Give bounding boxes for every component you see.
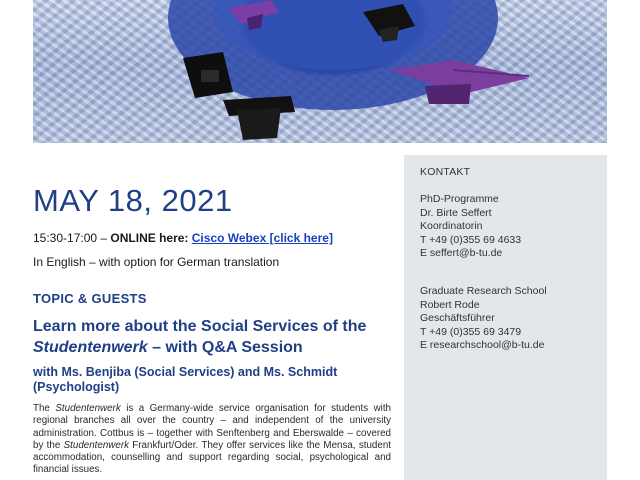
graduation-caps-illustration — [33, 0, 607, 143]
contact-grs-block — [420, 285, 547, 353]
session-title-part1: Learn more about the Social Services of the — [33, 318, 367, 335]
contact-phd-role: Koordinatorin — [420, 220, 483, 232]
description-paragraph — [33, 403, 391, 477]
cap-black-bottom-icon — [223, 96, 295, 140]
webex-link[interactable]: Cisco Webex [click here] — [191, 231, 333, 245]
language-note: In English – with option for German translation — [33, 255, 280, 269]
description-part1: The — [33, 403, 56, 414]
description-part3: Frankfurt/Oder. They offer services like the Mensa, student accommodation, counselling and support regarding social, psychological and financial issues. — [33, 439, 391, 476]
event-time-line — [33, 231, 333, 245]
contact-grs-org: Graduate Research School — [420, 285, 547, 297]
description-part2: is a Germany-wide service organisation for students with regional branches all over the country – and independent of the university administration. Cottbus is – together with Senftenberg and Eberswalde – covered by the — [33, 403, 391, 451]
contact-phd-program: PhD-Programme — [420, 193, 499, 205]
online-label: ONLINE here: — [110, 231, 189, 245]
guests-line: with Ms. Benjiba (Social Services) and Ms. Schmidt (Psychologist) — [33, 365, 338, 394]
contact-grs-name: Robert Rode — [420, 298, 480, 311]
contact-phd-block — [420, 193, 521, 261]
contact-phd-name: Dr. Birte Seffert — [420, 206, 492, 219]
contact-grs-email[interactable]: E researchschool@b-tu.de — [420, 339, 545, 351]
session-title — [33, 316, 403, 358]
contact-grs-phone: T +49 (0)355 69 3479 — [420, 325, 522, 338]
session-title-italic: Studentenwerk — [33, 339, 148, 356]
event-time: 15:30-17:00 – — [33, 231, 111, 245]
hero-image — [33, 0, 607, 143]
contact-heading: KONTAKT — [420, 166, 471, 178]
event-date: MAY 18, 2021 — [33, 183, 233, 218]
contact-grs-role: Geschäftsführer — [420, 312, 495, 324]
contact-sidebar — [404, 155, 607, 480]
contact-phd-phone: T +49 (0)355 69 4633 — [420, 233, 522, 246]
contact-phd-email[interactable]: E seffert@b-tu.de — [420, 247, 503, 259]
topic-heading: TOPIC & GUESTS — [33, 291, 147, 306]
session-title-part2: – with Q&A Session — [147, 339, 303, 356]
description-italic2: Studentenwerk — [63, 439, 129, 451]
description-italic1: Studentenwerk — [55, 403, 121, 414]
